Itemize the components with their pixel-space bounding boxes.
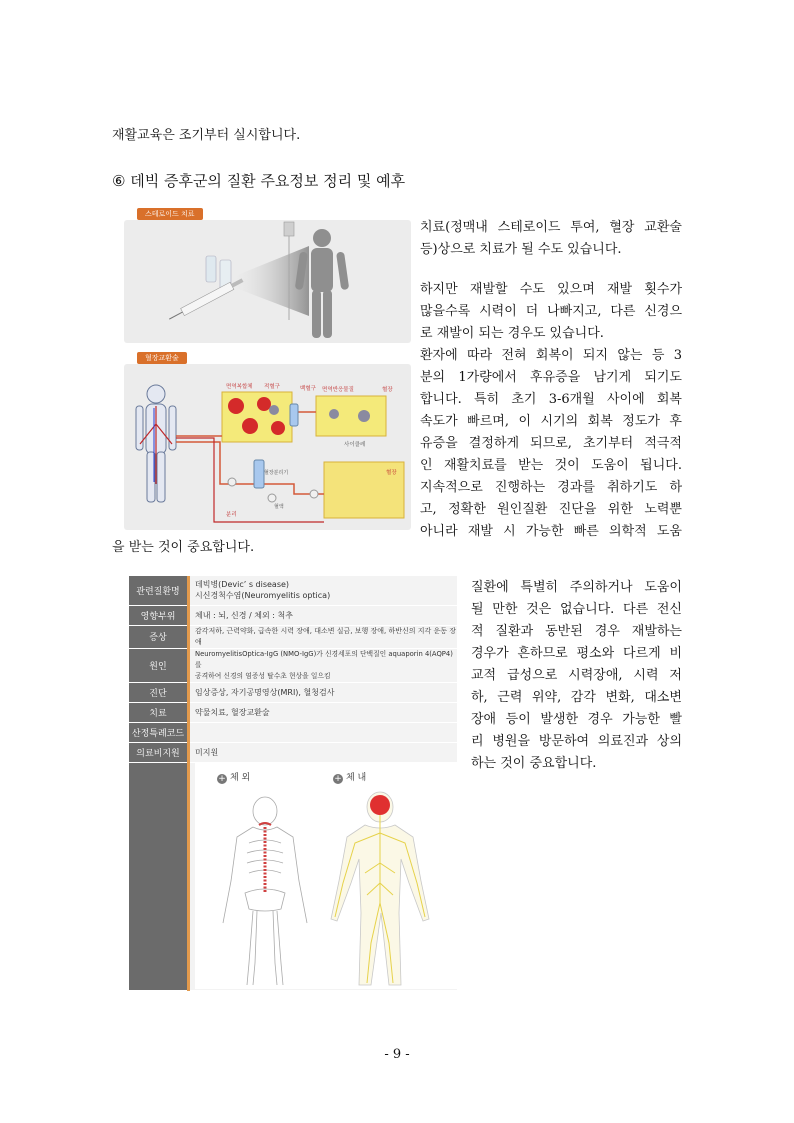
- row-value: NeuromyelitisOptica-IgG (NMO-IgG)가 신경세포의 단백질인 aquaporin 4(AQP4)를 공격하여 신경의 염증성 탈수초 현상을 일으킴: [189, 648, 458, 682]
- table-row: [129, 762, 457, 990]
- text-line: 적 질환과 동반된 경우 재발하는: [471, 624, 682, 639]
- text-line: 고, 정확한 원인질환 진단을 위한 노력뿐: [420, 502, 682, 517]
- row-value: 체내 : 뇌, 신경 / 체외 : 척추: [189, 605, 458, 625]
- plus-icon: +: [334, 774, 342, 784]
- row-value: 데빅병(Devic’ s disease) 시신경척수염(Neuromyelitis optica): [189, 576, 458, 605]
- skeleton-and-nervous-system-illustration: [195, 763, 457, 989]
- fig2-text-4: 면역반응물질: [322, 387, 354, 393]
- table-row: [129, 682, 457, 702]
- text-line: 환자에 따라 전혀 회복이 되지 않는 등 3: [420, 348, 682, 363]
- full-width-line: 을 받는 것이 중요합니다.: [112, 540, 255, 555]
- table-row: [129, 625, 457, 648]
- page-number: - 9 -: [384, 1047, 410, 1062]
- figure2-label: 혈장교환술: [137, 352, 187, 364]
- row-label: 산정특례코드: [129, 722, 189, 742]
- text-line: 아니라 재발 시 가능한 빠른 의학적 도움: [420, 524, 682, 539]
- row-label: [129, 762, 189, 990]
- table-row: [129, 702, 457, 722]
- text-line: 교적 급성으로 시력장애, 시력 저: [471, 668, 682, 683]
- fig2-text-8: 혈액: [274, 504, 284, 510]
- text-line: 유증을 결정하게 되므로, 초기부터 적극적: [420, 436, 682, 451]
- text-line: 치료(정맥내 스테로이드 투여, 혈장 교환술: [420, 220, 682, 235]
- section-heading: ⑥ 데빅 증후군의 질환 주요정보 정리 및 예후: [112, 172, 406, 190]
- text-line: 로 재발이 되는 경우도 있습니다.: [420, 326, 604, 341]
- table-row: [129, 722, 457, 742]
- fig2-text-9: 분리: [226, 512, 237, 518]
- steroid-figure: [124, 220, 411, 343]
- text-line: 장애 등이 발생한 경우 가능한 빨: [471, 712, 682, 727]
- text-line: 질환에 특별히 주의하거나 도움이: [471, 580, 682, 595]
- plasmapheresis-illustration: [124, 364, 411, 530]
- table-row: [129, 742, 457, 762]
- text-line: 하지만 재발할 수도 있으며 재발 횟수가: [420, 282, 682, 297]
- row-label: 치료: [129, 702, 189, 722]
- text-line: 지속적으로 진행하는 경과를 취하기도 하: [420, 480, 682, 495]
- text-line: 많을수록 시력이 더 나빠지고, 다른 신경으: [420, 304, 682, 319]
- intro-line: 재활교육은 조기부터 실시합니다.: [112, 128, 301, 143]
- text-line: 분의 1가량에서 후유증을 남기게 되기도: [420, 370, 682, 385]
- text-line: 합니다. 특히 초기 3-6개월 사이에 회복: [420, 392, 682, 407]
- row-value: [189, 722, 458, 742]
- row-label: 의료비지원: [129, 742, 189, 762]
- steroid-illustration: [124, 220, 411, 343]
- row-label: 영향부위: [129, 605, 189, 625]
- prognosis-paragraph: [420, 279, 682, 543]
- row-label: 진단: [129, 682, 189, 702]
- table-row: [129, 648, 457, 682]
- text-line: 등)상으로 치료가 될 수도 있습니다.: [420, 242, 622, 257]
- plasmapheresis-figure: [124, 364, 411, 530]
- text-line: 경우가 흔하므로 평소와 다르게 비: [471, 646, 682, 661]
- row-label: 관련질환명: [129, 576, 189, 605]
- table-row: [129, 576, 457, 605]
- fig2-text-2: 적혈구: [264, 384, 280, 390]
- plus-icon: +: [218, 774, 226, 784]
- caution-paragraph: [471, 577, 682, 775]
- text-line: 하, 근력 위약, 감각 변화, 대소변: [471, 690, 682, 705]
- text-line: 속도가 빠르며, 이 시기의 회복 정도가 후: [420, 414, 682, 429]
- row-label: 원인: [129, 648, 189, 682]
- table-row: [129, 605, 457, 625]
- fig2-text-1: 면역복합체: [226, 384, 253, 390]
- fig2-text-3: 백혈구: [300, 386, 316, 392]
- text-line: 인 재활치료를 받는 것이 도움이 됩니다.: [420, 458, 682, 473]
- row-value: 임상증상, 자기공명영상(MRI), 혈청검사: [189, 682, 458, 702]
- row-label: 증상: [129, 625, 189, 648]
- fig2-text-7: 혈장분리기: [264, 470, 289, 476]
- row-value: 미지원: [189, 742, 458, 762]
- body-figures-cell: [189, 762, 458, 990]
- body-figures: [195, 763, 457, 989]
- disease-info-table: [129, 576, 457, 991]
- fig2-text-5: 혈장: [382, 387, 393, 393]
- fig2-text-6: 사이클레: [344, 442, 366, 448]
- inner-body-label: + 체 내: [334, 773, 367, 784]
- text-line: 리 병원을 방문하여 의료진과 상의: [471, 734, 682, 749]
- row-value: 약물치료, 혈장교환술: [189, 702, 458, 722]
- figure1-label: 스테로이드 치료: [137, 208, 203, 220]
- row-value: 감각저하, 근력약화, 급속한 시력 장애, 대소변 실금, 보행 장애, 하반신의 지각 운동 장애: [189, 625, 458, 648]
- text-line: 하는 것이 중요합니다.: [471, 756, 597, 771]
- text-line: 될 만한 것은 없습니다. 다른 전신: [471, 602, 682, 617]
- outer-body-label: + 체 외: [218, 773, 251, 784]
- treatment-paragraph: [420, 217, 682, 261]
- fig2-text-10: 혈장: [386, 470, 397, 476]
